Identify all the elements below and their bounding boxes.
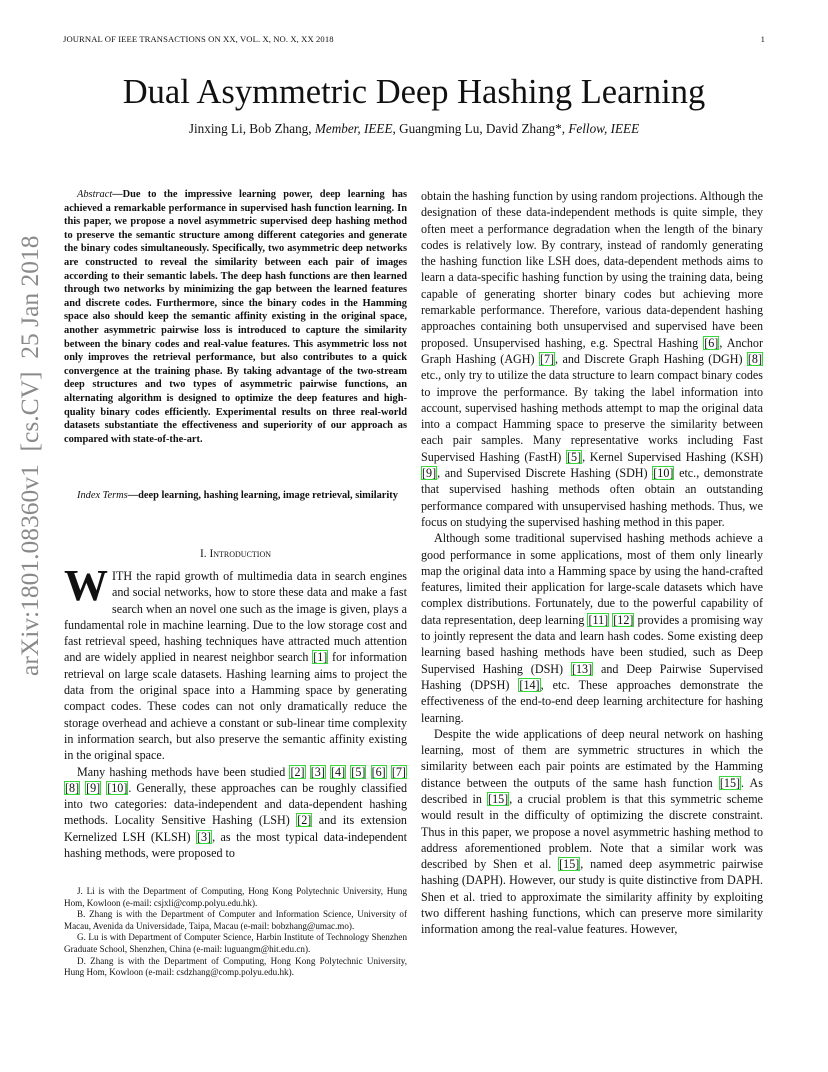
- text: , etc. These approaches demonstrate the effectiveness of the end-to-end deep learning architecture for hashing learning.: [421, 677, 763, 725]
- text: . As described in: [421, 775, 763, 806]
- text: , Anchor Graph Hashing (AGH): [421, 335, 764, 366]
- text: provides a promising way to jointly represent the data and learn hash codes. Some existing deep learning based hashing methods have been studied, such as Deep Supervised Hashing (DSH): [421, 612, 764, 676]
- drop-cap: W: [64, 561, 108, 610]
- text: obtain the hashing function by using random projections. Although the designation of these data-independent methods is quite simple, they often meet a performance degradation when the length of the binary codes is relatively low. By contrary, instead of randomly generating the hashing function like LSH does, data-dependent methods aims to learn a data-specific hashing function by using the training data, being capable of generating shorter binary codes but achieving more remarkable performance. Therefore, various data-dependent hashing approaches containing both unsupervised and supervised have been proposed. Unsupervised hashing, e.g. Spectral Hashing: [421, 189, 763, 350]
- citation-link[interactable]: [9]: [86, 780, 101, 795]
- paragraph: [64, 764, 407, 862]
- abstract: [64, 188, 407, 446]
- arxiv-stamp: arXiv:1801.08360v1 [cs.CV] 25 Jan 2018: [15, 235, 44, 676]
- citation-link[interactable]: [15]: [559, 857, 580, 872]
- text: , and Supervised Discrete Hashing (SDH): [437, 466, 653, 481]
- author-role-2: Fellow, IEEE: [568, 121, 640, 136]
- citation-link[interactable]: [2]: [290, 764, 305, 779]
- text: and Deep Pairwise Supervised Hashing (DPSH): [421, 661, 764, 692]
- text: , Kernel Supervised Hashing (KSH): [582, 449, 763, 464]
- citation-link[interactable]: [7]: [391, 764, 406, 779]
- footnote: D. Zhang is with the Department of Computing, Hong Kong Polytechnic University, Hung Hom, Kowloon (e-mail: csdzhang@comp.polyu.edu.hk).: [64, 955, 407, 978]
- citation-link[interactable]: [5]: [567, 449, 582, 464]
- paragraph: [421, 726, 763, 938]
- section-heading-introduction: I. Introduction: [199, 548, 272, 560]
- footnote: J. Li is with the Department of Computing, Hong Kong Polytechnic University, Hung Hom, Kowloon (e-mail: csjxli@comp.polyu.edu.hk).: [64, 886, 407, 908]
- journal-name: JOURNAL OF IEEE TRANSACTIONS ON XX, VOL. X, NO. X, XX 2018: [63, 34, 334, 44]
- citation-link[interactable]: [10]: [653, 466, 674, 481]
- citation-link[interactable]: [10]: [107, 780, 128, 795]
- paragraph: [64, 561, 407, 764]
- text: Despite the wide applications of deep neural network on hashing learning, most of them are symmetric structures in which the similarity between each pair points are estimated by the Hamming distance between the outputs of the same hash function: [421, 726, 763, 790]
- page-number: 1: [760, 34, 765, 44]
- text: , as the most typical data-independent hashing methods, were proposed to: [64, 829, 407, 861]
- citation-link[interactable]: [1]: [313, 650, 328, 665]
- citation-link[interactable]: [14]: [519, 677, 540, 692]
- author-names-2: , Guangming Lu, David Zhang*,: [392, 121, 569, 136]
- paragraph: [421, 188, 763, 530]
- citation-link[interactable]: [3]: [196, 829, 212, 844]
- text: etc., demonstrate that supervised hashing methods often obtain an outstanding performance compared with unsupervised hashing methods. Thus, we focus on studying the supervised hashing method in this paper.: [421, 466, 764, 529]
- citation-link[interactable]: [6]: [371, 764, 386, 779]
- footnote: B. Zhang is with the Department of Computer and Information Science, University of Macau, Avenida da Universidade, Taipa, Macau (e-mail: bobzhang@umac.mo).: [64, 909, 407, 931]
- text: , a crucial problem is that this symmetric scheme would result in the difficulty of optimizing the discrete constraint. Thus in this paper, we propose a novel asymmetric hashing method to address aforementioned problem. Note that a similar work was described by Shen et al.: [421, 791, 763, 872]
- introduction-left-column: [64, 561, 407, 861]
- text: ITH the rapid growth of multimedia data in search engines and social networks, how to store these data and make a fast search when an novel one such as the image is given, plays a fundamental role in machine learning. Due to the low storage cost and fast retrieval speed, hashing techniques have attracted much attention and are widely applied in nearest neighbor search: [64, 569, 407, 665]
- text: for information retrieval on large scale datasets. Hashing learning aims to project the data from the original space into a Hamming space by generating compact codes. These codes can not only dramatically reduce the storage overhead and achieve a constant or sub-linear time complexity in information search, but also preserve the semantic affinity existing in the original space.: [64, 650, 407, 763]
- abstract-text: —Due to the impressive learning power, deep learning has achieved a remarkable performance in supervised hash function learning. In this paper, we propose a novel asymmetric supervised deep hashing method to preserve the semantic structure among different categories and generate the binary codes simultaneously. Specifically, two asymmetric deep networks are constructed to reveal the similarity between each pair of images according to their semantic labels. The deep hash functions are then learned through two networks by minimizing the gap between the learned features and discrete codes. Furthermore, since the binary codes in the Hamming space also should keep the semantic affinity existing in the original space, another asymmetric pairwise loss is introduced to capture the similarity between the binary codes and real-value features. This asymmetric loss not only improves the retrieval performance, but also contributes to a quick convergence at the training phase. By taking advantage of the two-stream deep structures and two types of asymmetric pairwise functions, an alternating algorithm is designed to optimize the deep features and high-quality binary codes efficiently. Experimental results on three real-world datasets substantiate the effectiveness and superiority of our approach as compared with state-of-the-art.: [64, 189, 407, 445]
- citation-link[interactable]: [12]: [613, 612, 634, 627]
- paper-title: Dual Asymmetric Deep Hashing Learning: [122, 73, 706, 111]
- abstract-label: Abstract: [77, 189, 113, 200]
- citation-link[interactable]: [5]: [351, 764, 366, 779]
- citation-link[interactable]: [2]: [297, 813, 312, 828]
- citation-link[interactable]: [6]: [704, 335, 719, 350]
- citation-link[interactable]: [3]: [310, 764, 325, 779]
- introduction-right-column: [421, 188, 763, 938]
- text: Many hashing methods have been studied: [77, 764, 290, 779]
- text: Although some traditional supervised hashing methods achieve a good performance in some applications, most of them only linearly map the original data into a Hamming space by using the hand-crafted features, limited their application for large-scale datasets which have complex distributions. Fortunately, due to the powerful capability of data representation, deep learning: [421, 531, 763, 627]
- citation-link[interactable]: [13]: [571, 661, 593, 676]
- citation-link[interactable]: [8]: [65, 780, 80, 795]
- index-terms-text: —deep learning, hashing learning, image retrieval, similarity: [127, 490, 398, 501]
- author-names-1: Jinxing Li, Bob Zhang,: [188, 121, 315, 136]
- text: etc., only try to utilize the data structure to learn compact binary codes to improve the performance. By taking the label information into account, supervised hashing methods attempt to map the original data into a compact Hamming space to preserve the similarity between each pair samples. Many representative works including Fast Supervised Hashing (FastH): [421, 368, 763, 464]
- text: , and Discrete Graph Hashing (DGH): [555, 351, 747, 366]
- footnote: G. Lu is with Department of Computer Science, Harbin Institute of Technology Shenzhen Graduate School, Shenzhen, China (e-mail: luguangm@hit.edu.cn).: [64, 932, 407, 954]
- citation-link[interactable]: [4]: [331, 764, 346, 779]
- citation-link[interactable]: [15]: [488, 791, 509, 806]
- citation-link[interactable]: [15]: [719, 775, 741, 790]
- index-terms: [64, 489, 407, 503]
- citation-link[interactable]: [8]: [747, 351, 762, 366]
- text: and its extension Kernelized LSH (KLSH): [64, 813, 407, 844]
- author-footnotes: [64, 886, 407, 979]
- text: . Generally, these approaches can be roughly classified into two categories: data-independent and data-dependent hashing methods. Locality Sensitive Hashing (LSH): [64, 780, 407, 828]
- text: , named deep asymmetric pairwise hashing (DAPH). However, our study is quite distinctive from DAPH. Shen et al. tried to approximate the similarity affinity by exploiting two different hashing functions, which can preserve more similarity information among the real-value features. However,: [421, 857, 763, 937]
- author-list: [0, 121, 828, 137]
- citation-link[interactable]: [7]: [539, 351, 555, 366]
- paragraph: [421, 530, 763, 726]
- index-terms-label: Index Terms: [77, 490, 128, 501]
- citation-link[interactable]: [11]: [588, 612, 609, 627]
- author-role-1: Member, IEEE: [314, 121, 393, 136]
- citation-link[interactable]: [9]: [422, 466, 437, 481]
- running-head: [63, 34, 765, 44]
